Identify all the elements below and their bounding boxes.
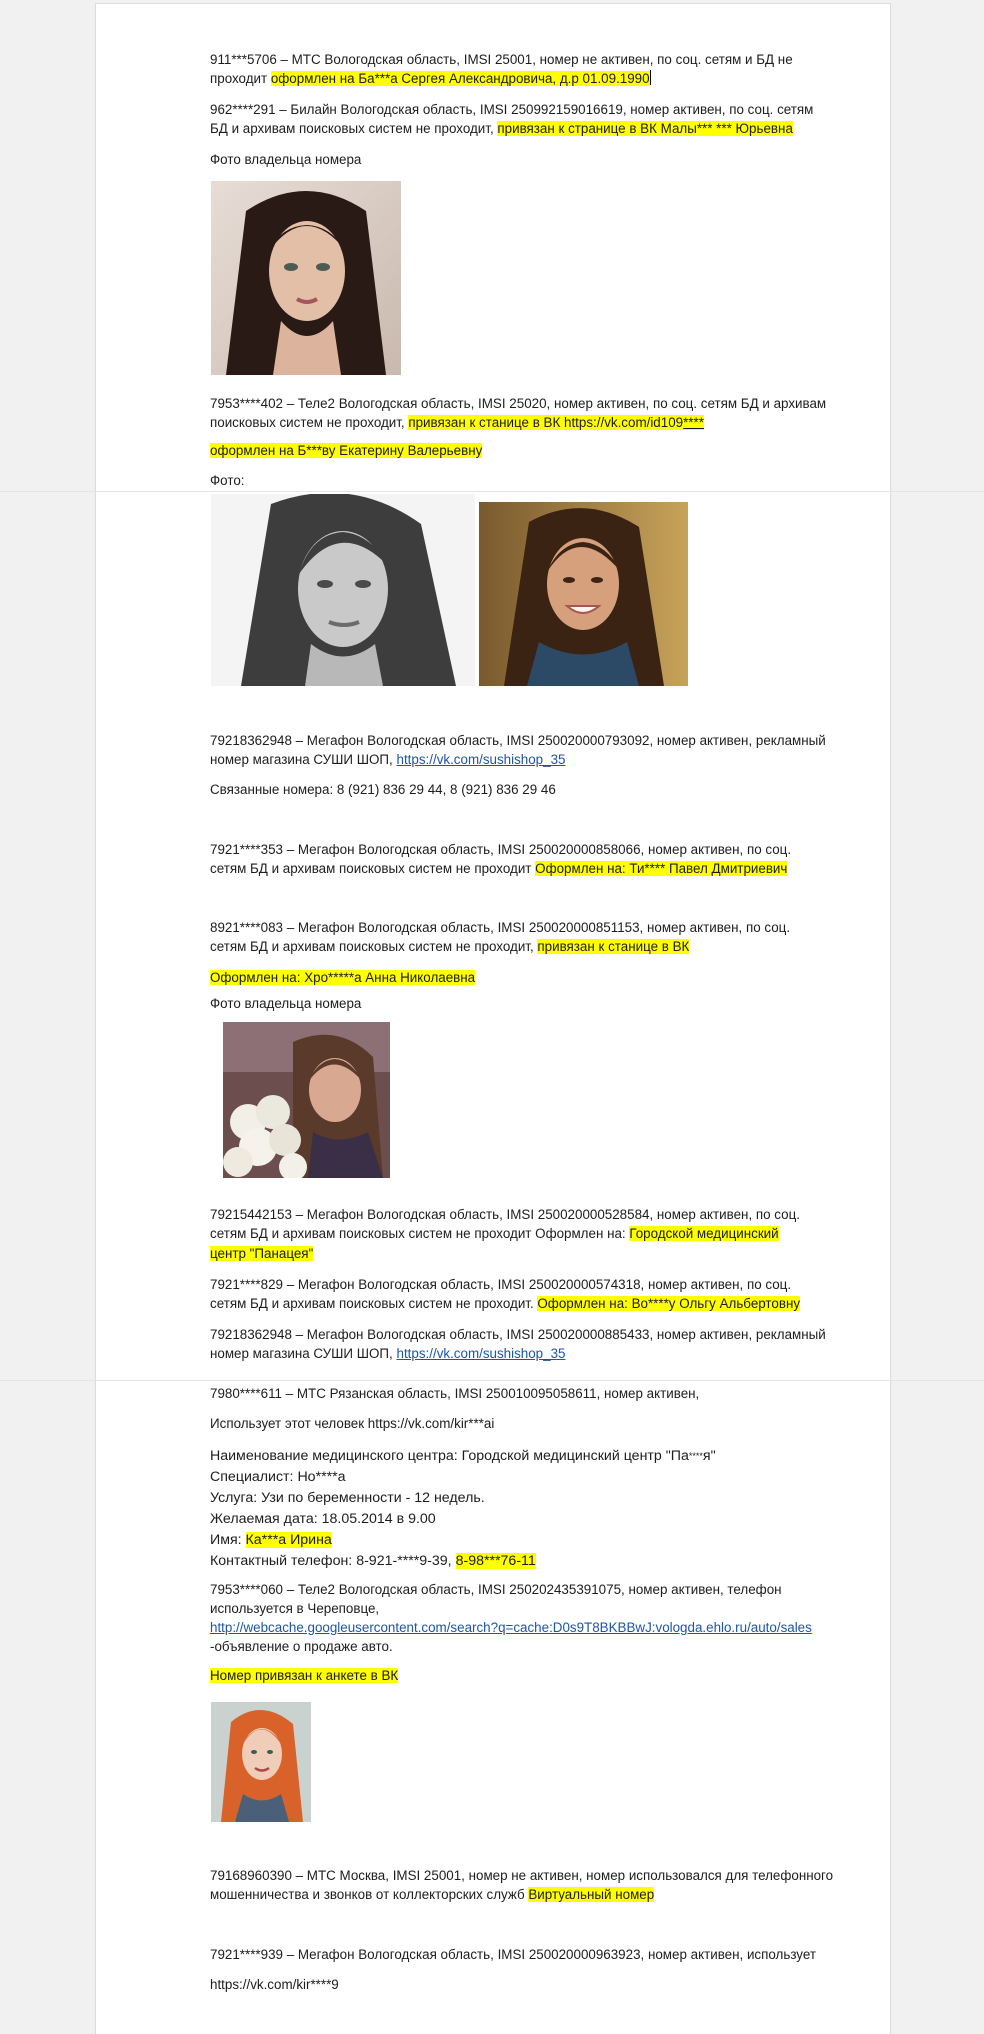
clinic-name-line	[210, 1446, 835, 1467]
entry-79168960390-line2	[210, 1885, 835, 1905]
entry-7953-402-owner-line	[210, 441, 835, 461]
clinic-phone-label: Контактный телефон: 8-921-****9-39,	[210, 1553, 456, 1569]
entry-8921-083-owner-line	[210, 968, 835, 988]
entry-7921-939-line1: 7921****939 – Мегафон Вологодская область, IMSI 250020000963923, номер активен, использует	[210, 1947, 816, 1962]
entry-79215442153-owner-highlight-cont: центр "Панацея"	[210, 1246, 314, 1261]
entry-7953-060-vk-highlight: Номер привязан к анкете в ВК	[210, 1668, 399, 1683]
clinic-phone	[210, 1551, 835, 1572]
entry-7953-402-vk-highlight: привязан к станице в ВК https://vk.com/id109	[408, 415, 684, 430]
owner-photo-smiling[interactable]	[479, 502, 688, 686]
owner-photo-flowers[interactable]	[223, 1022, 390, 1178]
entry-79218362948-b-text: номер магазина СУШИ ШОП,	[210, 1346, 397, 1361]
entry-8921-083-owner-highlight: Оформлен на: Хро*****а Анна Николаевна	[210, 970, 476, 985]
entry-7921-353-text: сетям БД и архивам поисковых систем не проходит	[210, 861, 536, 876]
entry-7921-353-owner-highlight: Оформлен на: Ти**** Павел Дмитриевич	[535, 861, 788, 876]
entry-7953-060-line4: -объявление о продаже авто.	[210, 1639, 393, 1654]
entry-7921-829-line2	[210, 1294, 835, 1314]
entry-911-owner-highlight: оформлен на Ба***а Сергея Александровича, д.р 01.09.1990	[270, 71, 650, 86]
entry-962-line1: 962****291 – Билайн Вологодская область, IMSI 250992159016619, номер активен, по соц. сетям	[210, 102, 814, 117]
entry-962-vk-highlight: привязан к странице в ВК Малы*** *** Юрьевна	[497, 121, 793, 136]
owner-photo-red-hair[interactable]	[211, 1702, 311, 1822]
entry-911-line1: 911***5706 – МТС Вологодская область, IMSI 25001, номер не активен, по соц. сетям и БД не	[210, 52, 793, 67]
entry-8921-083-text: сетям БД и архивам поисковых систем не проходит,	[210, 939, 538, 954]
clinic-specialist: Специалист: Но****а	[210, 1469, 346, 1485]
sushishop-link[interactable]: https://vk.com/sushishop_35	[396, 1346, 566, 1361]
entry-79215442153-line3	[210, 1244, 835, 1264]
entry-962-line2	[210, 119, 835, 139]
owner-photo-bw[interactable]	[211, 494, 475, 686]
entry-7980-611-line2: Использует этот человек https://vk.com/kir***ai	[210, 1416, 495, 1431]
clinic-service: Услуга: Узи по беременности - 12 недель.	[210, 1490, 485, 1506]
entry-79168960390-text: мошенничества и звонков от коллекторских служб	[210, 1887, 529, 1902]
entry-7921-353-line2	[210, 859, 835, 879]
clinic-name: Наименование медицинского центра: Городской медицинский центр "Па	[210, 1448, 689, 1464]
clinic-name-tail: я"	[702, 1448, 716, 1464]
entry-79215442153-owner-highlight: Городской медицинский	[629, 1226, 779, 1241]
entry-79218362948-line1: 79218362948 – Мегафон Вологодская область, IMSI 250020000793092, номер активен, рекламный	[210, 733, 826, 748]
entry-911-text: проходит	[210, 71, 271, 86]
entry-79168960390-line1: 79168960390 – МТС Москва, IMSI 25001, номер не активен, номер использовался для телефонного	[210, 1868, 834, 1883]
entry-7953-060-line2: используется в Череповце,	[210, 1601, 380, 1616]
text-cursor	[650, 70, 651, 85]
entry-7953-402-line2	[210, 413, 835, 433]
clinic-date: Желаемая дата: 18.05.2014 в 9.00	[210, 1511, 436, 1527]
photo-caption: Фото владельца номера	[210, 996, 362, 1011]
entry-79218362948-text: номер магазина СУШИ ШОП,	[210, 752, 397, 767]
entry-7953-402-text: поисковых систем не проходит,	[210, 415, 409, 430]
entry-8921-083-line1: 8921****083 – Мегафон Вологодская область, IMSI 250020000851153, номер активен, по соц.	[210, 920, 791, 935]
related-numbers: Связанные номера: 8 (921) 836 29 44, 8 (921) 836 29 46	[210, 782, 556, 797]
entry-962-text: БД и архивам поисковых систем не проходит,	[210, 121, 498, 136]
entry-7980-611-line1: 7980****611 – МТС Рязанская область, IMSI 250010095058611, номер активен,	[210, 1386, 700, 1401]
entry-7953-402-owner-highlight: оформлен на Б***ву Екатерину Валерьевну	[210, 443, 483, 458]
entry-7921-829-owner-highlight: Оформлен на: Во****у Ольгу Альбертовну	[537, 1296, 801, 1311]
owner-photo-dark-hair[interactable]	[211, 181, 401, 375]
clinic-name-label: Имя:	[210, 1532, 246, 1548]
entry-7921-829-line1: 7921****829 – Мегафон Вологодская область, IMSI 250020000574318, номер активен, по соц.	[210, 1277, 792, 1292]
clinic-name-person	[210, 1530, 835, 1551]
entry-7921-353-line1: 7921****353 – Мегафон Вологодская область, IMSI 250020000858066, номер активен, по соц.	[210, 842, 792, 857]
entry-79215442153-line1: 79215442153 – Мегафон Вологодская область, IMSI 250020000528584, номер активен, по соц.	[210, 1207, 800, 1222]
entry-911-line2	[210, 69, 835, 89]
entry-8921-083-line2	[210, 937, 835, 957]
photo-caption: Фото:	[210, 473, 245, 488]
clinic-person-highlight: Ка***а Ирина	[245, 1532, 332, 1548]
entry-7953-060-vk-line	[210, 1666, 835, 1686]
entry-8921-083-vk-highlight: привязан к станице в ВК	[537, 939, 690, 954]
entry-79218362948-line2	[210, 750, 835, 770]
page-break-divider	[0, 1380, 984, 1381]
virtual-number-highlight: Виртуальный номер	[528, 1887, 655, 1902]
entry-7921-939-line2: https://vk.com/kir****9	[210, 1977, 339, 1992]
clinic-phone-highlight: 8-98***76-11	[455, 1553, 536, 1569]
entry-79218362948-b-line1: 79218362948 – Мегафон Вологодская область, IMSI 250020000885433, номер активен, рекламный	[210, 1327, 826, 1342]
sushishop-link[interactable]: https://vk.com/sushishop_35	[396, 752, 566, 767]
entry-7921-829-text: сетям БД и архивам поисковых систем не проходит.	[210, 1296, 538, 1311]
clinic-name-masked: ****	[688, 1451, 703, 1461]
page-break-divider	[0, 491, 984, 492]
entry-7953-402-vk-tail: ****	[683, 415, 704, 430]
entry-7953-402-line1: 7953****402 – Теле2 Вологодская область, IMSI 25020, номер активен, по соц. сетям БД и архивам	[210, 396, 827, 411]
entry-79215442153-line2	[210, 1224, 835, 1244]
entry-79218362948-b-line2	[210, 1344, 835, 1364]
entry-79215442153-text: сетям БД и архивам поисковых систем не проходит Оформлен на:	[210, 1226, 630, 1241]
entry-7953-060-line3	[210, 1618, 835, 1638]
webcache-link[interactable]: http://webcache.googleusercontent.com/search?q=cache:D0s9T8BKBBwJ:vologda.ehlo.ru/auto/sales	[210, 1620, 812, 1635]
photo-caption: Фото владельца номера	[210, 152, 362, 167]
entry-7953-060-line1: 7953****060 – Теле2 Вологодская область, IMSI 250202435391075, номер активен, телефон	[210, 1582, 782, 1597]
